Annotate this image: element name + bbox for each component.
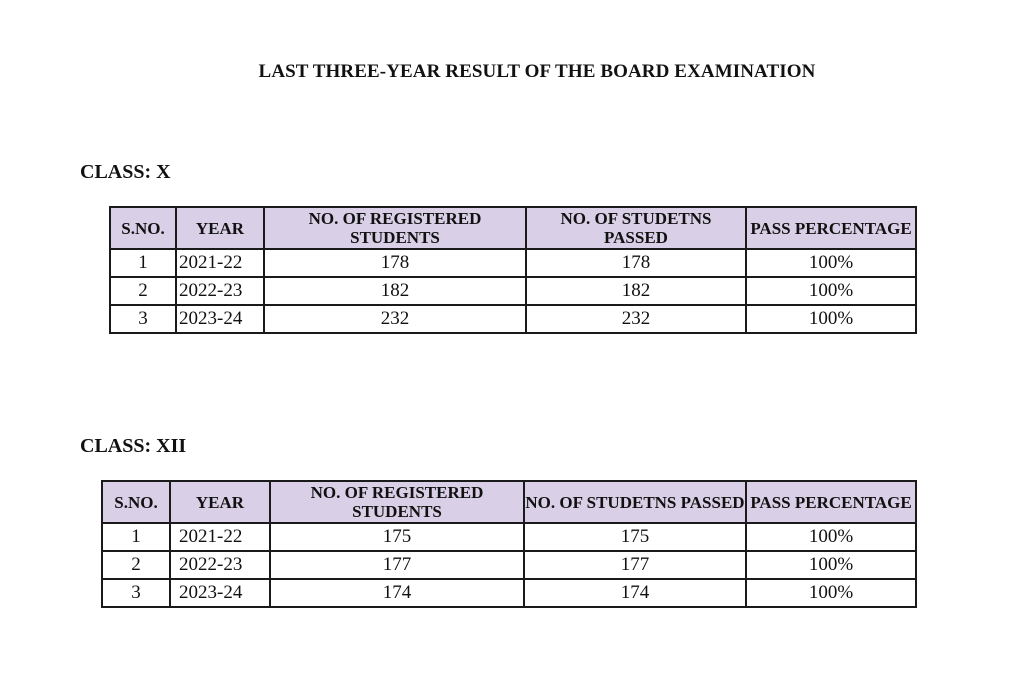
sno-cell: 1 [102,523,170,551]
registered-cell: 175 [270,523,524,551]
table-row [102,579,916,607]
year-cell: 2021-22 [176,249,264,277]
passed-cell: 175 [524,523,746,551]
sno-cell: 2 [110,277,176,305]
column-header-percentage: PASS PERCENTAGE [746,481,916,523]
table-row [110,305,916,333]
table-row [102,523,916,551]
class-x-heading: CLASS: X [80,161,171,183]
sno-cell: 3 [110,305,176,333]
class-x-results-table [109,206,917,334]
sno-cell: 3 [102,579,170,607]
table-header-row [110,207,916,249]
sno-cell: 2 [102,551,170,579]
column-header-registered: NO. OF REGISTERED STUDENTS [270,481,524,523]
percentage-cell: 100% [746,305,916,333]
passed-cell: 182 [526,277,746,305]
table-row [102,551,916,579]
passed-cell: 177 [524,551,746,579]
year-cell: 2022-23 [176,277,264,305]
year-cell: 2021-22 [170,523,270,551]
percentage-cell: 100% [746,551,916,579]
column-header-sno: S.NO. [110,207,176,249]
page-title: LAST THREE-YEAR RESULT OF THE BOARD EXAMINATION [258,61,816,82]
column-header-year: YEAR [170,481,270,523]
class-xii-results-table [101,480,917,608]
registered-cell: 232 [264,305,526,333]
year-cell: 2022-23 [170,551,270,579]
percentage-cell: 100% [746,523,916,551]
column-header-sno: S.NO. [102,481,170,523]
table-header-row [102,481,916,523]
passed-cell: 232 [526,305,746,333]
registered-cell: 174 [270,579,524,607]
percentage-cell: 100% [746,249,916,277]
passed-cell: 178 [526,249,746,277]
sno-cell: 1 [110,249,176,277]
column-header-registered: NO. OF REGISTERED STUDENTS [264,207,526,249]
column-header-year: YEAR [176,207,264,249]
registered-cell: 182 [264,277,526,305]
percentage-cell: 100% [746,277,916,305]
table-row [110,277,916,305]
column-header-percentage: PASS PERCENTAGE [746,207,916,249]
passed-cell: 174 [524,579,746,607]
class-xii-heading: CLASS: XII [80,435,187,457]
registered-cell: 178 [264,249,526,277]
column-header-passed: NO. OF STUDETNS PASSED [524,481,746,523]
year-cell: 2023-24 [170,579,270,607]
percentage-cell: 100% [746,579,916,607]
column-header-passed: NO. OF STUDETNS PASSED [526,207,746,249]
year-cell: 2023-24 [176,305,264,333]
registered-cell: 177 [270,551,524,579]
table-row [110,249,916,277]
